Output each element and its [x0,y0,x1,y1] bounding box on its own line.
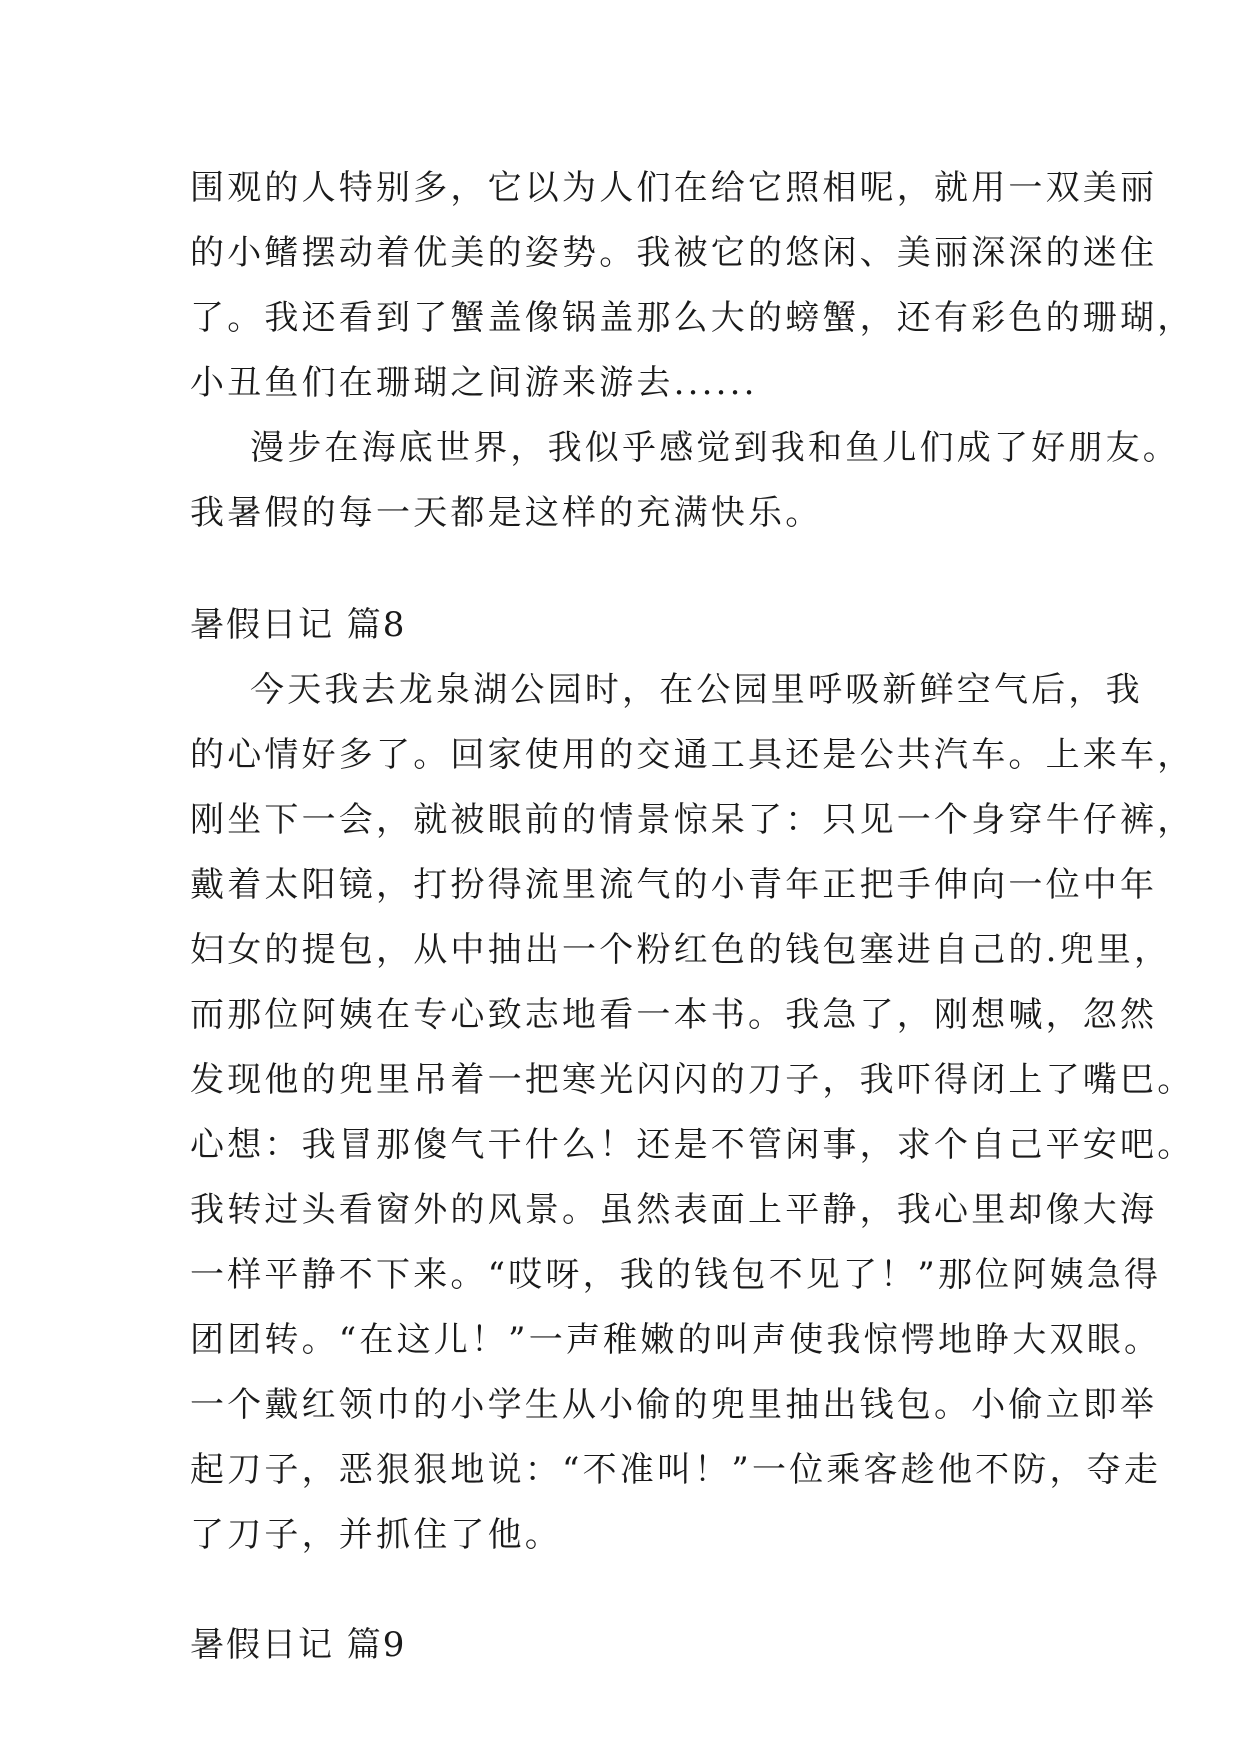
paragraph-line: 戴着太阳镜，打扮得流里流气的小青年正把手伸向一位中年 [190,865,1158,905]
paragraph-line: 起刀子，恶狠狠地说：“不准叫！”一位乘客趁他不防，夺走 [190,1450,1162,1490]
paragraph-line: 漫步在海底世界，我似乎感觉到我和鱼儿们成了好朋友。 [250,428,1180,468]
paragraph-line: 团团转。“在这儿！”一声稚嫩的叫声使我惊愕地睁大双眼。 [190,1320,1162,1360]
paragraph-line: 我转过头看窗外的风景。虽然表面上平静，我心里却像大海 [190,1190,1158,1230]
paragraph-line: 一个戴红领巾的小学生从小偷的兜里抽出钱包。小偷立即举 [190,1385,1158,1425]
paragraph-line: 刚坐下一会，就被眼前的情景惊呆了：只见一个身穿牛仔裤， [190,800,1195,840]
paragraph-line: 了。我还看到了蟹盖像锅盖那么大的螃蟹，还有彩色的珊瑚， [190,298,1195,338]
paragraph-line: 一样平静不下来。“哎呀，我的钱包不见了！”那位阿姨急得 [190,1255,1162,1295]
paragraph-line: 我暑假的每一天都是这样的充满快乐。 [190,493,823,533]
section-heading: 暑假日记 篇8 [190,605,407,645]
paragraph-line: 妇女的提包，从中抽出一个粉红色的钱包塞进自己的.兜里， [190,930,1172,970]
paragraph-line: 的心情好多了。回家使用的交通工具还是公共汽车。上来车， [190,735,1195,775]
section-heading: 暑假日记 篇9 [190,1625,407,1665]
paragraph-line: 而那位阿姨在专心致志地看一本书。我急了，刚想喊，忽然 [190,995,1158,1035]
paragraph-line: 发现他的兜里吊着一把寒光闪闪的刀子，我吓得闭上了嘴巴。 [190,1060,1195,1100]
paragraph-line: 的小鳍摆动着优美的姿势。我被它的悠闲、美丽深深的迷住 [190,233,1158,273]
paragraph-line: 围观的人特别多，它以为人们在给它照相呢，就用一双美丽 [190,168,1158,208]
paragraph-line: 小丑鱼们在珊瑚之间游来游去...... [190,363,758,403]
paragraph-line: 今天我去龙泉湖公园时，在公园里呼吸新鲜空气后，我 [250,670,1143,710]
paragraph-line: 了刀子，并抓住了他。 [190,1515,562,1555]
paragraph-line: 心想：我冒那傻气干什么！还是不管闲事，求个自己平安吧。 [190,1125,1195,1165]
